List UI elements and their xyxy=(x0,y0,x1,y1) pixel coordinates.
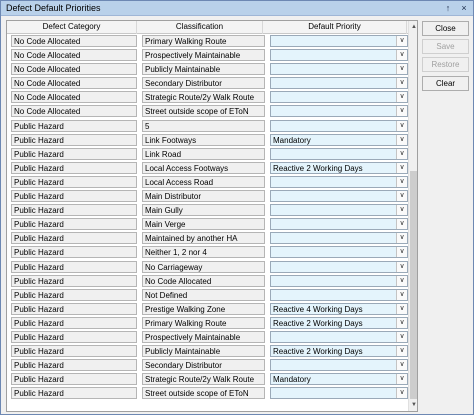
table-row xyxy=(7,245,407,259)
classification-cell: Prospectively Maintainable xyxy=(142,49,265,61)
defect-category-cell: Public Hazard xyxy=(11,317,137,329)
table-row xyxy=(7,62,407,76)
table-row xyxy=(7,217,407,231)
classification-cell: Secondary Distributor xyxy=(142,77,265,89)
chevron-down-icon[interactable]: ∨ xyxy=(396,233,407,243)
chevron-down-icon[interactable]: ∨ xyxy=(396,219,407,229)
defect-category-cell: Public Hazard xyxy=(11,162,137,174)
classification-cell: Link Footways xyxy=(142,134,265,146)
table-row xyxy=(7,274,407,288)
table-row xyxy=(7,231,407,245)
table-row xyxy=(7,189,407,203)
default-priority-select[interactable] xyxy=(270,63,408,75)
default-priority-select[interactable] xyxy=(270,176,408,188)
table-row xyxy=(7,260,407,274)
classification-cell: Main Gully xyxy=(142,204,265,216)
table-row xyxy=(7,288,407,302)
defect-category-cell: Public Hazard xyxy=(11,246,137,258)
defect-category-cell: Public Hazard xyxy=(11,331,137,343)
defect-category-cell: Public Hazard xyxy=(11,345,137,357)
defect-category-cell: No Code Allocated xyxy=(11,35,137,47)
defect-category-cell: No Code Allocated xyxy=(11,91,137,103)
defect-category-cell: Public Hazard xyxy=(11,303,137,315)
priorities-grid xyxy=(6,20,418,412)
default-priority-select[interactable] xyxy=(270,134,408,146)
restore-button[interactable]: Restore xyxy=(422,57,469,72)
classification-cell: Local Access Footways xyxy=(142,162,265,174)
table-row xyxy=(7,104,407,118)
column-header-defect-category[interactable]: Defect Category xyxy=(7,21,137,34)
classification-cell: Prestige Walking Zone xyxy=(142,303,265,315)
default-priority-value: Mandatory xyxy=(273,375,311,385)
chevron-down-icon[interactable]: ∨ xyxy=(396,360,407,370)
classification-cell: Publicly Maintainable xyxy=(142,345,265,357)
defect-category-cell: Public Hazard xyxy=(11,190,137,202)
classification-cell: Publicly Maintainable xyxy=(142,63,265,75)
chevron-down-icon[interactable]: ∨ xyxy=(396,290,407,300)
classification-cell: Strategic Route/2y Walk Route xyxy=(142,91,265,103)
classification-cell: Primary Walking Route xyxy=(142,35,265,47)
table-row xyxy=(7,302,407,316)
clear-button[interactable]: Clear xyxy=(422,76,469,91)
chevron-down-icon[interactable]: ∨ xyxy=(396,276,407,286)
table-row xyxy=(7,203,407,217)
default-priority-select[interactable] xyxy=(270,373,408,385)
default-priority-select[interactable] xyxy=(270,148,408,160)
chevron-down-icon[interactable]: ∨ xyxy=(396,191,407,201)
classification-cell: Secondary Distributor xyxy=(142,359,265,371)
default-priority-select[interactable] xyxy=(270,387,408,399)
defect-category-cell: Public Hazard xyxy=(11,218,137,230)
default-priority-select[interactable] xyxy=(270,345,408,357)
defect-category-cell: Public Hazard xyxy=(11,204,137,216)
defect-category-cell: Public Hazard xyxy=(11,148,137,160)
default-priority-select[interactable] xyxy=(270,359,408,371)
classification-cell: Link Road xyxy=(142,148,265,160)
default-priority-select[interactable] xyxy=(270,303,408,315)
chevron-down-icon[interactable]: ∨ xyxy=(396,388,407,398)
table-row xyxy=(7,386,407,400)
close-icon[interactable]: × xyxy=(461,3,467,13)
pin-icon[interactable]: ↑ xyxy=(445,3,451,13)
defect-category-cell: Public Hazard xyxy=(11,176,137,188)
table-row xyxy=(7,344,407,358)
chevron-down-icon[interactable]: ∨ xyxy=(396,64,407,74)
defect-category-cell: Public Hazard xyxy=(11,134,137,146)
default-priority-select[interactable] xyxy=(270,105,408,117)
chevron-down-icon[interactable]: ∨ xyxy=(396,50,407,60)
chevron-down-icon[interactable]: ∨ xyxy=(396,205,407,215)
default-priority-select[interactable] xyxy=(270,91,408,103)
default-priority-select[interactable] xyxy=(270,261,408,273)
table-row xyxy=(7,175,407,189)
defect-category-cell: Public Hazard xyxy=(11,373,137,385)
table-row xyxy=(7,161,407,175)
defect-category-cell: Public Hazard xyxy=(11,387,137,399)
default-priority-value: Reactive 2 Working Days xyxy=(273,347,363,357)
default-priority-value: Reactive 2 Working Days xyxy=(273,163,363,173)
title-bar xyxy=(1,1,473,16)
column-header-classification[interactable]: Classification xyxy=(137,21,263,34)
default-priority-select[interactable] xyxy=(270,35,408,47)
grid-header xyxy=(7,21,417,34)
classification-cell: Street outside scope of EToN xyxy=(142,105,265,117)
chevron-down-icon[interactable]: ∨ xyxy=(396,304,407,314)
chevron-down-icon[interactable]: ∨ xyxy=(396,374,407,384)
default-priority-select[interactable] xyxy=(270,218,408,230)
chevron-down-icon[interactable]: ∨ xyxy=(396,247,407,257)
chevron-down-icon[interactable]: ∨ xyxy=(396,106,407,116)
classification-cell: Maintained by another HA xyxy=(142,232,265,244)
table-row xyxy=(7,316,407,330)
defect-category-cell: Public Hazard xyxy=(11,275,137,287)
default-priority-select[interactable] xyxy=(270,120,408,132)
scroll-down-icon[interactable]: ▼ xyxy=(411,402,417,408)
close-button[interactable]: Close xyxy=(422,21,469,36)
classification-cell: Prospectively Maintainable xyxy=(142,331,265,343)
classification-cell: Main Verge xyxy=(142,218,265,230)
defect-category-cell: No Code Allocated xyxy=(11,63,137,75)
chevron-down-icon[interactable]: ∨ xyxy=(396,163,407,173)
chevron-down-icon[interactable]: ∨ xyxy=(396,135,407,145)
default-priority-select[interactable] xyxy=(270,204,408,216)
table-row xyxy=(7,358,407,372)
default-priority-select[interactable] xyxy=(270,190,408,202)
chevron-down-icon[interactable]: ∨ xyxy=(396,36,407,46)
window-title: Defect Default Priorities xyxy=(6,3,101,13)
chevron-down-icon[interactable]: ∨ xyxy=(396,262,407,272)
chevron-down-icon[interactable]: ∨ xyxy=(396,121,407,131)
default-priority-select[interactable] xyxy=(270,275,408,287)
chevron-down-icon[interactable]: ∨ xyxy=(396,318,407,328)
table-row xyxy=(7,34,407,48)
title-controls xyxy=(443,2,469,14)
table-row xyxy=(7,147,407,161)
scroll-up-icon[interactable]: ▲ xyxy=(411,24,417,30)
defect-category-cell: Public Hazard xyxy=(11,232,137,244)
default-priority-value: Reactive 2 Working Days xyxy=(273,318,363,328)
defect-category-cell: No Code Allocated xyxy=(11,49,137,61)
grid-rows xyxy=(7,34,407,400)
table-row xyxy=(7,76,407,90)
classification-cell: No Carriageway xyxy=(142,261,265,273)
default-priority-value: Reactive 4 Working Days xyxy=(273,304,363,314)
default-priority-select[interactable] xyxy=(270,317,408,329)
default-priority-select[interactable] xyxy=(270,289,408,301)
default-priority-select[interactable] xyxy=(270,246,408,258)
classification-cell: Strategic Route/2y Walk Route xyxy=(142,373,265,385)
defect-category-cell: Public Hazard xyxy=(11,289,137,301)
scrollbar-thumb[interactable] xyxy=(410,171,418,399)
defect-category-cell: Public Hazard xyxy=(11,261,137,273)
chevron-down-icon[interactable]: ∨ xyxy=(396,92,407,102)
defect-category-cell: Public Hazard xyxy=(11,120,137,132)
default-priority-select[interactable] xyxy=(270,77,408,89)
default-priority-value: Mandatory xyxy=(273,135,311,145)
defect-category-cell: No Code Allocated xyxy=(11,105,137,117)
chevron-down-icon[interactable]: ∨ xyxy=(396,346,407,356)
default-priority-select[interactable] xyxy=(270,49,408,61)
default-priority-select[interactable] xyxy=(270,331,408,343)
default-priority-select[interactable] xyxy=(270,232,408,244)
table-row xyxy=(7,133,407,147)
chevron-down-icon[interactable]: ∨ xyxy=(396,332,407,342)
table-row xyxy=(7,330,407,344)
classification-cell: Main Distributor xyxy=(142,190,265,202)
classification-cell: Street outside scope of EToN xyxy=(142,387,265,399)
column-header-default-priority[interactable]: Default Priority xyxy=(263,21,407,34)
chevron-down-icon[interactable]: ∨ xyxy=(396,78,407,88)
classification-cell: Neither 1, 2 nor 4 xyxy=(142,246,265,258)
classification-cell: Primary Walking Route xyxy=(142,317,265,329)
classification-cell: Not Defined xyxy=(142,289,265,301)
table-row xyxy=(7,90,407,104)
chevron-down-icon[interactable]: ∨ xyxy=(396,177,407,187)
vertical-scrollbar[interactable] xyxy=(408,21,418,411)
classification-cell: 5 xyxy=(142,120,265,132)
table-row xyxy=(7,372,407,386)
classification-cell: No Code Allocated xyxy=(142,275,265,287)
table-row xyxy=(7,48,407,62)
table-row xyxy=(7,119,407,133)
default-priority-select[interactable] xyxy=(270,162,408,174)
defect-category-cell: No Code Allocated xyxy=(11,77,137,89)
chevron-down-icon[interactable]: ∨ xyxy=(396,149,407,159)
defect-category-cell: Public Hazard xyxy=(11,359,137,371)
classification-cell: Local Access Road xyxy=(142,176,265,188)
save-button[interactable]: Save xyxy=(422,39,469,54)
